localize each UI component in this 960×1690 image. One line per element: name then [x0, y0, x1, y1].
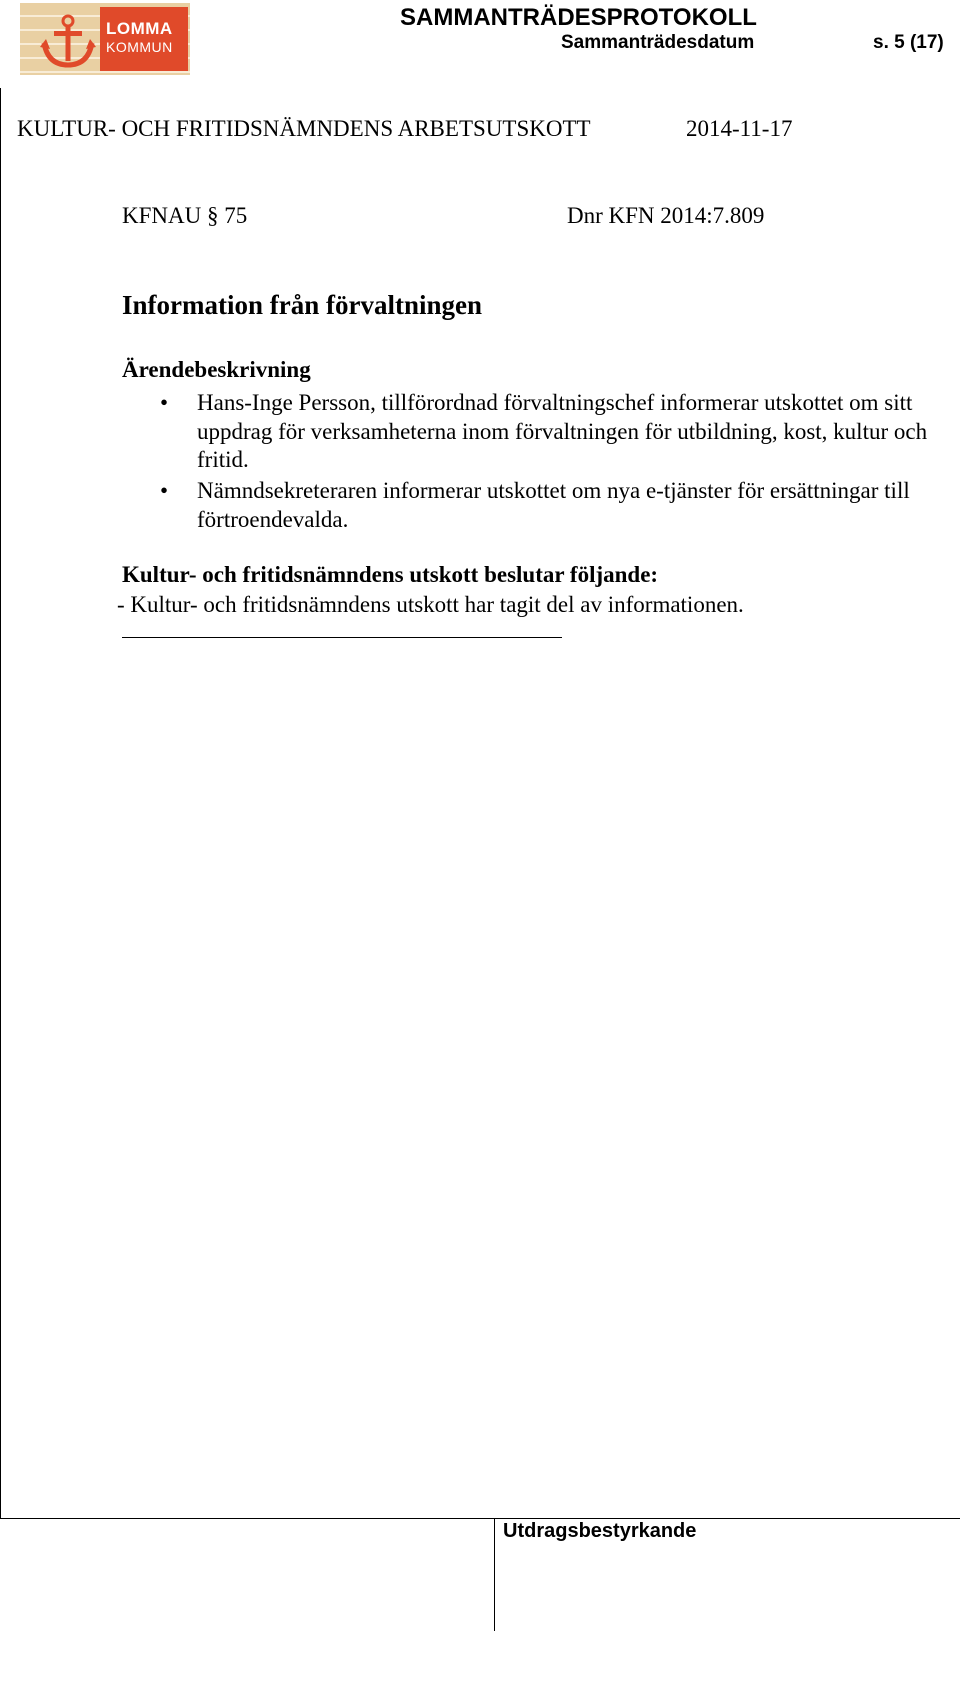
bullet-marker: • [160, 478, 169, 503]
decision-heading: Kultur- och fritidsnämndens utskott beslutar följande: [122, 562, 659, 587]
page-number: s. 5 (17) [873, 32, 944, 53]
certification-label: Utdragsbestyrkande [503, 1520, 697, 1542]
description-heading: Ärendebeskrivning [122, 357, 311, 382]
logo-text-lomma: LOMMA [106, 19, 173, 38]
footer-column-divider [494, 1518, 495, 1631]
bullet-marker: • [160, 390, 169, 415]
footer-divider [0, 1518, 960, 1519]
lomma-kommun-logo [20, 3, 190, 75]
document-type-title: SAMMANTRÄDESPROTOKOLL [400, 4, 757, 31]
diary-number: Dnr KFN 2014:7.809 [567, 203, 765, 228]
item-title: Information från förvaltningen [122, 290, 482, 320]
bullet-item: Hans-Inge Persson, tillförordnad förvaltningschef informerar utskottet om sitt uppdrag för verksamheterna inom förvaltningen för utbildning, kost, kultur och fritid. [197, 390, 928, 472]
anchor-icon [38, 13, 98, 69]
paragraph-reference: KFNAU § 75 [122, 203, 248, 228]
committee-name: KULTUR- OCH FRITIDSNÄMNDENS ARBETSUTSKOTT [17, 116, 591, 141]
logo-text-kommun: KOMMUN [106, 39, 173, 55]
meeting-date-label: Sammanträdesdatum [561, 32, 755, 53]
meeting-date: 2014-11-17 [686, 116, 793, 141]
bullet-item: Nämndsekreteraren informerar utskottet om nya e-tjänster för ersättningar till förtroendevalda. [197, 478, 910, 532]
decision-underline [122, 637, 562, 638]
decision-text: - Kultur- och fritidsnämndens utskott har tagit del av informationen. [117, 592, 744, 617]
left-border-line [0, 88, 1, 1518]
